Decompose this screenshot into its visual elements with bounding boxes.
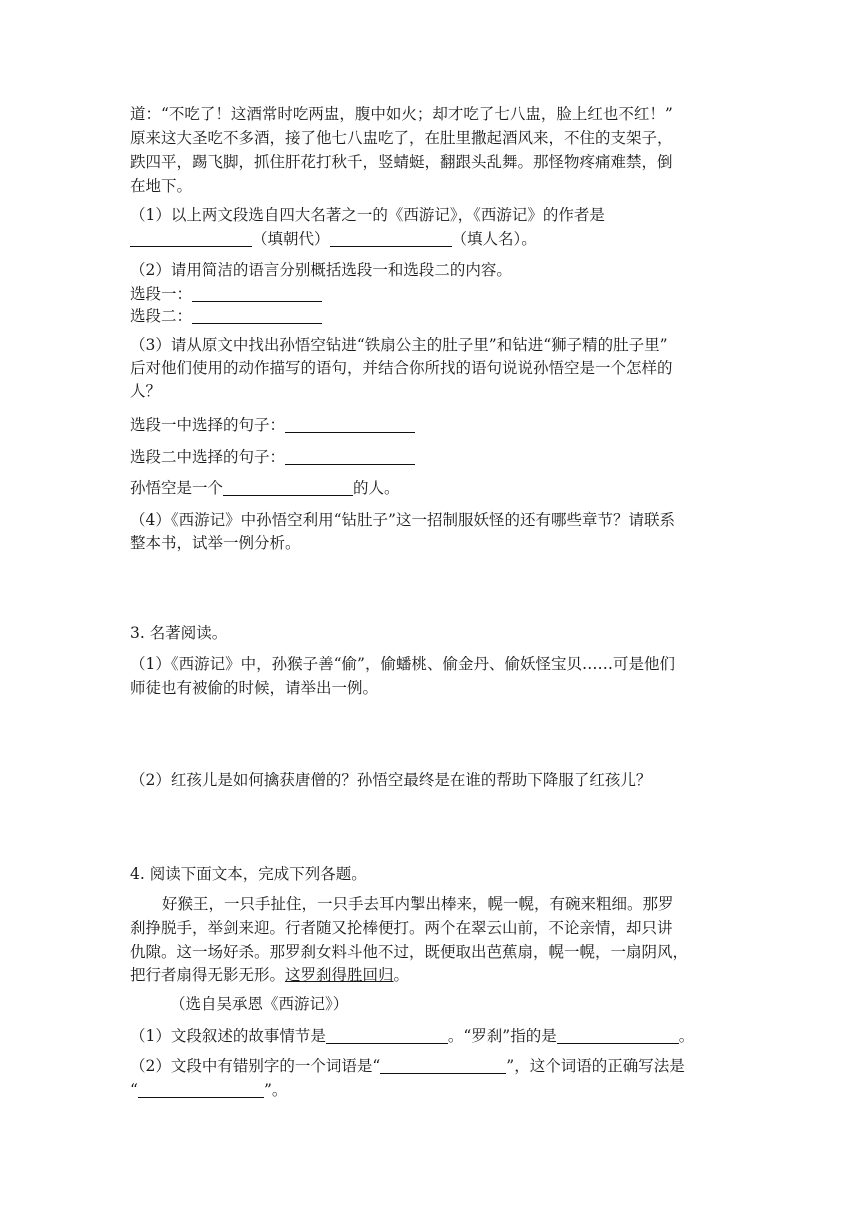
segment-1-label: 选段一： [130, 285, 193, 303]
answer-blank[interactable] [285, 463, 415, 465]
question-4-2-middle: ”，这个词语的正确写法是 [506, 1057, 685, 1075]
answer-blank[interactable] [192, 300, 322, 302]
selected-sentence-2 [130, 445, 730, 469]
passage-4-text: 把行者扇得无影无形。 [130, 966, 286, 984]
question-2-2: （2）请用简洁的语言分别概括选段一和选段二的内容。 [130, 261, 512, 279]
question-3-title: 3. 名著阅读。 [130, 624, 228, 642]
passage-line: 在地下。 [130, 177, 193, 195]
passage-4-line: 刹挣脱手，举剑来迎。行者随又抡棒便打。两个在翠云山前，不论亲情，却只讲 [130, 919, 673, 937]
answer-blank[interactable] [192, 322, 322, 324]
question-4-2 [130, 1054, 730, 1078]
question-2-4-line: （4）《西游记》中孙悟空利用“钻肚子”这一招制服妖怪的还有哪些章节？请联系 [130, 511, 675, 529]
answer-blank[interactable] [326, 1042, 448, 1044]
answer-blank[interactable] [330, 245, 452, 247]
passage-4-line: 仇隙。这一场好杀。那罗刹女料斗他不过，既便取出芭蕉扇，幌一幌，一扇阴风， [130, 943, 689, 961]
question-4-1-middle: 。“罗刹”指的是 [447, 1027, 557, 1045]
passage-line: 原来这大圣吃不多酒，接了他七八盅吃了，在肚里撒起酒风来，不住的支架子， [130, 129, 673, 147]
close-quote: ”。 [263, 1081, 288, 1099]
segment-2-answer [130, 304, 730, 328]
question-3-1-line: （1）《西游记》中，孙猴子善“偷”，偷蟠桃、偷金丹、偷妖怪宝贝……可是他们 [130, 655, 675, 673]
selected-sentence-1-label: 选段一中选择的句子： [130, 416, 286, 434]
answer-blank[interactable] [557, 1042, 679, 1044]
question-2-1: （1）以上两文段选自四大名著之一的《西游记》，《西游记》的作者是 [130, 206, 605, 224]
answer-blank[interactable] [130, 245, 252, 247]
question-2-3-line: 人？ [130, 382, 162, 400]
question-2-3-line: 后对他们使用的动作描写的语句，并结合你所找的语句说说孙悟空是一个怎样的 [130, 359, 673, 377]
segment-1-answer [130, 282, 730, 306]
name-hint: （填人名）。 [451, 230, 537, 248]
passage-line: 跌四平，踢飞脚，抓住肝花打秋千，竖蜻蜓，翻跟头乱舞。那怪物疼痛难禁，倒 [130, 153, 673, 171]
question-4-1 [130, 1024, 730, 1048]
passage-4-text: 。 [393, 966, 410, 984]
underlined-phrase: 这罗刹得胜回归 [285, 966, 394, 984]
question-4-2-line2 [130, 1078, 730, 1102]
selected-sentence-2-label: 选段二中选择的句子： [130, 448, 286, 466]
character-answer-suffix: 的人。 [353, 479, 400, 497]
selected-sentence-1 [130, 413, 730, 437]
answer-blank[interactable] [138, 1096, 264, 1098]
question-4-1-suffix: 。 [678, 1027, 695, 1045]
question-4-2-prefix: （2）文段中有错别字的一个词语是“ [130, 1057, 381, 1075]
question-4-1-prefix: （1）文段叙述的故事情节是 [130, 1027, 326, 1045]
question-2-1-answer-line [130, 227, 730, 251]
segment-2-label: 选段二： [130, 307, 193, 325]
question-2-3-line: （3）请从原文中找出孙悟空钻进“铁扇公主的肚子里”和钻进“狮子精的肚子里” [130, 336, 668, 354]
source-citation: （选自吴承恩《西游记》） [170, 995, 349, 1013]
character-answer-prefix: 孙悟空是一个 [130, 479, 224, 497]
question-3-1-line: 师徒也有被偷的时候，请举出一例。 [130, 679, 379, 697]
dynasty-hint: （填朝代） [252, 230, 330, 248]
passage-line: 道：“不吃了！这酒常时吃两盅，腹中如火；却才吃了七八盅，脸上红也不红！” [130, 105, 673, 123]
open-quote: “ [130, 1081, 138, 1099]
character-answer [130, 476, 730, 500]
question-4-title: 4. 阅读下面文本，完成下列各题。 [130, 865, 367, 883]
answer-blank[interactable] [223, 494, 353, 496]
passage-4-line [130, 963, 730, 987]
passage-4-line: 好猴王，一只手扯住，一只手去耳内掣出棒来，幌一幌，有碗来粗细。那罗 [162, 895, 674, 913]
question-3-2: （2）红孩儿是如何擒获唐僧的？孙悟空最终是在谁的帮助下降服了红孩儿？ [130, 771, 652, 789]
answer-blank[interactable] [380, 1072, 506, 1074]
question-2-4-line: 整本书，试举一例分析。 [130, 534, 301, 552]
answer-blank[interactable] [285, 431, 415, 433]
